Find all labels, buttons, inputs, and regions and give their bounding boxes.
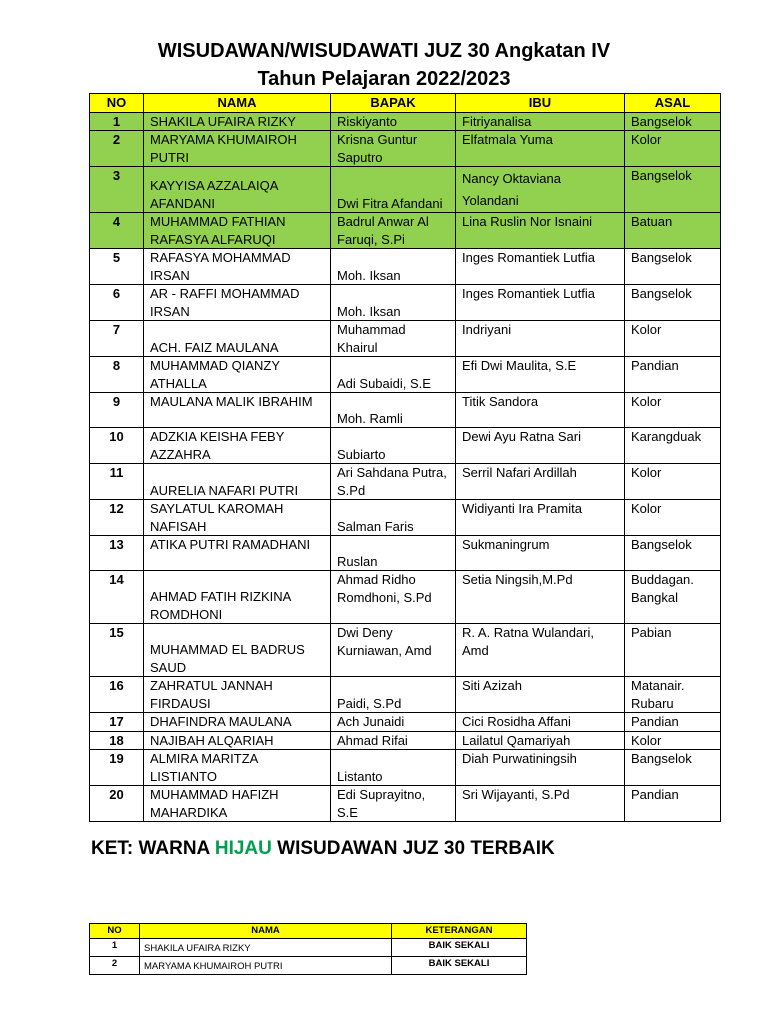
cell-bapak: Listanto [331,750,456,786]
cell-ibu: Serril Nafari Ardillah [456,464,625,500]
cell-asal: Buddagan. Bangkal [625,571,721,624]
cell-asal: Kolor [625,464,721,500]
cell-no: 8 [90,357,144,393]
cell-ibu: Lailatul Qamariyah [456,731,625,750]
table-row [90,428,721,464]
cell-asal: Kolor [625,321,721,357]
best-cell-keterangan: BAIK SEKALI [392,957,527,975]
cell-nama: AR - RAFFI MOHAMMAD IRSAN [144,285,331,321]
cell-no: 6 [90,285,144,321]
cell-no: 9 [90,393,144,428]
page-title: WISUDAWAN/WISUDAWATI JUZ 30 Angkatan IV [157,40,611,62]
cell-bapak: Ahmad Rifai [331,731,456,750]
cell-no: 16 [90,677,144,713]
cell-bapak: Riskiyanto [331,112,456,131]
header-no: NO [90,94,144,113]
table-row [90,321,721,357]
cell-nama: NAJIBAH ALQARIAH [144,731,331,750]
cell-no: 7 [90,321,144,357]
header-ibu: IBU [456,94,625,113]
table-row [90,500,721,536]
best-cell-keterangan: BAIK SEKALI [392,939,527,957]
cell-asal: Batuan [625,213,721,249]
cell-bapak: Salman Faris [331,500,456,536]
cell-ibu: Diah Purwatiningsih [456,750,625,786]
cell-ibu: Elfatmala Yuma [456,131,625,167]
cell-bapak: Moh. Iksan [331,249,456,285]
cell-bapak: Badrul Anwar Al Faruqi, S.Pi [331,213,456,249]
cell-bapak: Dwi Fitra Afandani [331,167,456,213]
cell-nama: ADZKIA KEISHA FEBY AZZAHRA [144,428,331,464]
cell-bapak: Subiarto [331,428,456,464]
table-row [90,536,721,571]
cell-ibu: Dewi Ayu Ratna Sari [456,428,625,464]
cell-nama: MUHAMMAD FATHIAN RAFASYA ALFARUQI [144,213,331,249]
cell-ibu: Lina Ruslin Nor Isnaini [456,213,625,249]
cell-bapak: Ruslan [331,536,456,571]
table-row [90,464,721,500]
cell-bapak: Ari Sahdana Putra, S.Pd [331,464,456,500]
legend-highlight: HIJAU [214,838,272,859]
cell-asal: Kolor [625,393,721,428]
cell-no: 13 [90,536,144,571]
cell-ibu: Setia Ningsih,M.Pd [456,571,625,624]
page-subtitle: Tahun Pelajaran 2022/2023 [257,68,511,90]
cell-nama: ALMIRA MARITZA LISTIANTO [144,750,331,786]
cell-bapak: Ahmad Ridho Romdhoni, S.Pd [331,571,456,624]
cell-asal: Kolor [625,131,721,167]
cell-bapak: Krisna Guntur Saputro [331,131,456,167]
cell-bapak: Moh. Iksan [331,285,456,321]
table-row [90,731,721,750]
cell-no: 12 [90,500,144,536]
cell-nama: SAYLATUL KAROMAH NAFISAH [144,500,331,536]
header-nama: NAMA [144,94,331,113]
cell-nama: MARYAMA KHUMAIROH PUTRI [144,131,331,167]
table-row [90,167,721,213]
table-row [90,786,721,822]
cell-ibu: Inges Romantiek Lutfia [456,249,625,285]
cell-nama: KAYYISA AZZALAIQA AFANDANI [144,167,331,213]
best-table-row [90,957,527,975]
table-row [90,677,721,713]
cell-asal: Kolor [625,731,721,750]
table-row [90,213,721,249]
table-row [90,249,721,285]
cell-asal: Pabian [625,624,721,677]
cell-nama: ZAHRATUL JANNAH FIRDAUSI [144,677,331,713]
cell-no: 2 [90,131,144,167]
cell-no: 20 [90,786,144,822]
table-row [90,285,721,321]
header-bapak: BAPAK [331,94,456,113]
best-header-no: NO [90,924,140,939]
cell-asal: Karangduak [625,428,721,464]
table-row [90,131,721,167]
cell-asal: Bangselok [625,249,721,285]
cell-ibu: R. A. Ratna Wulandari, Amd [456,624,625,677]
cell-ibu: Efi Dwi Maulita, S.E [456,357,625,393]
cell-nama: MUHAMMAD EL BADRUS SAUD [144,624,331,677]
cell-nama: MUHAMMAD QIANZY ATHALLA [144,357,331,393]
cell-nama: AHMAD FATIH RIZKINA ROMDHONI [144,571,331,624]
cell-no: 19 [90,750,144,786]
cell-asal: Pandian [625,786,721,822]
graduates-table [89,93,721,822]
table-row [90,357,721,393]
cell-asal: Bangselok [625,167,721,213]
cell-no: 1 [90,112,144,131]
cell-bapak: Muhammad Khairul [331,321,456,357]
legend-suffix: WISUDAWAN JUZ 30 TERBAIK [271,838,555,859]
best-cell-no: 2 [90,957,140,975]
cell-no: 18 [90,731,144,750]
cell-no: 11 [90,464,144,500]
cell-nama: ACH. FAIZ MAULANA [144,321,331,357]
cell-ibu: Fitriyanalisa [456,112,625,131]
best-header-nama: NAMA [140,924,392,939]
cell-ibu: Sri Wijayanti, S.Pd [456,786,625,822]
best-header-keterangan: KETERANGAN [392,924,527,939]
best-cell-nama: MARYAMA KHUMAIROH PUTRI [140,957,392,975]
cell-no: 15 [90,624,144,677]
cell-asal: Bangselok [625,536,721,571]
cell-asal: Pandian [625,713,721,732]
table-row [90,393,721,428]
cell-no: 17 [90,713,144,732]
best-table-header-row [90,924,527,939]
cell-asal: Bangselok [625,112,721,131]
cell-nama: MUHAMMAD HAFIZH MAHARDIKA [144,786,331,822]
best-table-row [90,939,527,957]
cell-bapak: Edi Suprayitno, S.E [331,786,456,822]
cell-ibu: Nancy Oktaviana Yolandani [456,167,625,213]
cell-bapak: Dwi Deny Kurniawan, Amd [331,624,456,677]
table-row [90,750,721,786]
cell-ibu: Titik Sandora [456,393,625,428]
best-graduates-table [89,923,527,975]
cell-asal: Matanair. Rubaru [625,677,721,713]
table-row [90,713,721,732]
cell-asal: Kolor [625,500,721,536]
cell-nama: SHAKILA UFAIRA RIZKY [144,112,331,131]
cell-ibu: Inges Romantiek Lutfia [456,285,625,321]
cell-ibu: Indriyani [456,321,625,357]
cell-asal: Bangselok [625,750,721,786]
cell-bapak: Paidi, S.Pd [331,677,456,713]
cell-nama: MAULANA MALIK IBRAHIM [144,393,331,428]
legend-note [91,838,555,860]
cell-asal: Bangselok [625,285,721,321]
cell-no: 5 [90,249,144,285]
cell-ibu: Siti Azizah [456,677,625,713]
cell-asal: Pandian [625,357,721,393]
cell-no: 14 [90,571,144,624]
header-asal: ASAL [625,94,721,113]
cell-nama: AURELIA NAFARI PUTRI [144,464,331,500]
cell-nama: RAFASYA MOHAMMAD IRSAN [144,249,331,285]
cell-bapak: Moh. Ramli [331,393,456,428]
table-row [90,571,721,624]
cell-no: 3 [90,167,144,213]
cell-no: 4 [90,213,144,249]
cell-nama: DHAFINDRA MAULANA [144,713,331,732]
table-row [90,112,721,131]
cell-no: 10 [90,428,144,464]
best-cell-nama: SHAKILA UFAIRA RIZKY [140,939,392,957]
cell-bapak: Ach Junaidi [331,713,456,732]
cell-nama: ATIKA PUTRI RAMADHANI [144,536,331,571]
cell-ibu: Sukmaningrum [456,536,625,571]
table-row [90,624,721,677]
best-cell-no: 1 [90,939,140,957]
cell-bapak: Adi Subaidi, S.E [331,357,456,393]
legend-prefix: KET: WARNA [91,838,215,859]
cell-ibu: Widiyanti Ira Pramita [456,500,625,536]
table-header-row [90,94,721,113]
cell-ibu: Cici Rosidha Affani [456,713,625,732]
